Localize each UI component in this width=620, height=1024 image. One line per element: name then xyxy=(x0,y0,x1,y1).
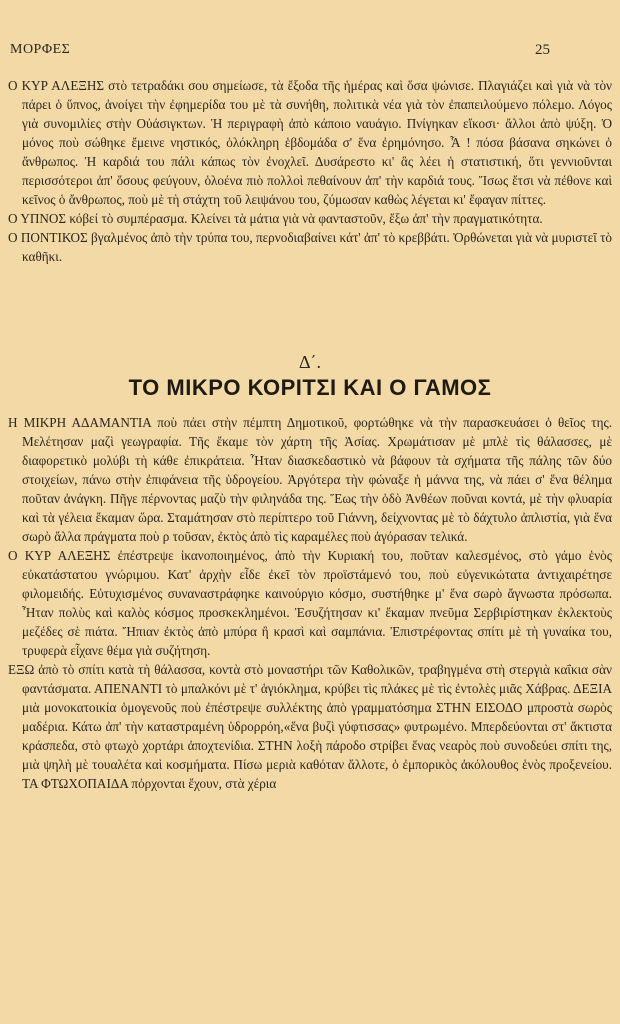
paragraph-pontikos: Ο ΠΟΝΤΙΚΟΣ βγαλμένος ἀπὸ τὴν τρύπα του, περνοδιαβαίνει κάτ' ἀπ' τὸ κρεββάτι. Ὀρθώνεται γιὰ νὰ μυριστεῖ τὸ καθῆκι. xyxy=(8,230,612,264)
paragraph-adamantia: Η ΜΙΚΡΗ ΑΔΑΜΑΝΤΙΑ ποὺ πάει στὴν πέμπτη Δημοτικοῦ, φορτώθηκε νὰ τὴν παρασκευάσει ὁ θεῖος της. Μελέτησαν μαζὶ γεωγραφία. Τῆς ἔκαμε τὸν χάρτη τῆς Ἀσίας. Χρωμάτισαν μὲ μπλὲ τὶς θάλασσες, μὲ διαφορετικὸ μολύβι τὴ κάθε ἐπικράτεια. Ἦταν διασκεδαστικὸ νὰ βάφουν τὰ σχήματα τῆς πάλης τῶν δύο στοιχείων, πάνω στὴν ἐπιφάνεια τῆς ὑδρογείου. Ἀργότερα τὴν φώναξε ἡ μάννα της, νὰ πάει σ' ἕνα θέλημα ποῦταν ἀνάγκη. Πῆγε πέρνοντας μαζὺ τὴν φιληνάδα της. Ἕως τὴν ὁδὸ Ἀνθέων ποῦναι κοντά, μὲ τὴν φλυαρία καὶ τὰ γέλεια ἔκαμαν ὥρα. Σταμάτησαν στὸ περίπτερο τοῦ Γιάννη, δείχνοντας μὲ τὸ δάχτυλο ἀπλιστία, γιὰ ἕνα σωρὸ ἄλλα πράγματα ποὺ ρ τοῦσαν, ἐκτὸς ἀπὸ τὶς καραμέλες ποὺ ἀγόρασαν τελικά. xyxy=(8,415,612,544)
section-title: ΤΟ ΜΙΚΡΟ ΚΟΡΙΤΣΙ ΚΑΙ Ο ΓΑΜΟΣ xyxy=(128,375,492,400)
top-text-block xyxy=(8,76,612,266)
paragraph-kyr-alexis: Ο ΚΥΡ ΑΛΕΞΗΣ στὸ τετραδάκι σου σημείωσε, τὰ ἔξοδα τῆς ἡμέρας καὶ ὅσα ψώνισε. Πλαγιάζει καὶ γιὰ νὰ τὸν πάρει ὁ ὕπνος, ἀνοίγει τὴν ἐφημερίδα του μὲ τὰ συνήθη, πολιτικὰ νέα γιὰ τὸν ἐπαπειλούμενο πόλεμο. Λόγος γιὰ συνομιλίες στὴν Οὐάσιγκτων. Ἡ περιγραφὴ ἀπὸ κάποιο ναυάγιο. Πνίγηκαν εἴκοσι· ἄλλοι ἀπὸ ψύξη. Ὁ μόνος ποὺ σώθηκε ἔμεινε νηστικός, ὁλόκληρη ἑβδομάδα σ' ἕνα ἐρημόνησο. Ἆ ! πόσα βάσανα σηκώνει ὁ ἄνθρωπος. Ἡ καρδιά του πάλι κάπως τὸν ἐνοχλεῖ. Δυσάρεστο κι' ἂς λέει ἡ στατιστική, ὅτι γεννιοῦνται περισσότεροι ἀπ' ὅσους φεύγουν, ὁλοένα πιὸ πολλοὶ πεθαίνουν ἀπ' τὴν καρδιά τους. Ἴσως ἔτσι νὰ πέθονε καὶ κεῖνος ὁ ἄνθρωπος, ποὺ μὲ τὴ στάχτη τοῦ λειψάνου του, ζύμωσαν καθὼς λέγεται κι' ἔφαγαν πίττες. xyxy=(8,78,612,207)
paragraph-ypnos: Ο ΥΠΝΟΣ κόβεί τὸ συμπέρασμα. Κλείνει τὰ μάτια γιὰ νὰ φανταστοῦν, ἔξω ἀπ' τὴν πραγματικότητα. xyxy=(8,211,543,226)
body-text-block xyxy=(8,413,612,793)
page-header xyxy=(10,42,550,64)
running-title: ΜΟΡΦΕΣ xyxy=(10,42,71,57)
page-number: 25 xyxy=(535,42,550,58)
section-number: Δ΄. xyxy=(298,352,322,372)
paragraph-wedding: Ο ΚΥΡ ΑΛΕΞΗΣ ἐπέστρεψε ἱκανοποιημένος, ἀπὸ τὴν Κυριακή του, ποῦταν καλεσμένος, στὸ γάμο ἑνὸς εὐκατάστατου γνώριμου. Κατ' ἀρχὴν εἶδε ἐκεῖ τὸν προϊστάμενό του, ποὺ εὐγενικώτατα ἀντιχαιρέτησε φιλομειδής. Εὐτυχισμένος συναναστράφηκε καινούργιο κόσμο, συστήθηκε μ' ἕνα σωρὸ ἄγνωστα πρόσωπα. Ἦταν πολὺς καὶ καλὸς κόσμος προσκεκλημένοι. Ἐσυζήτησαν κι' ἔκαμαν πνεῦμα Σερβιρίστηκαν ἐκλεκτοὺς μεζέδες σὲ πιάτα. Ἤπιαν ἐκτὸς ἀπὸ μπύρα ἢ κρασὶ καὶ σαμπάνια. Ἐπιστρέφοντας σπίτι μὲ τὴ γυναίκα του, τρυφερὰ εἶχανε θέμα γιὰ συζήτηση. xyxy=(8,548,612,658)
paragraph-outside: ΕΞΩ ἀπὸ τὸ σπίτι κατὰ τὴ θάλασσα, κοντὰ στὸ μοναστήρι τῶν Καθολικῶν, τραβηγμένα στὴ στεργιὰ καΐκια σὰν φαντάσματα. ΑΠΕΝΑΝΤΙ τὸ μπαλκόνι μὲ τ' ἁγιόκλημα, κρύβει τὶς πλάκες μὲ τὶς ἐντολὲς μιᾶς Χάβρας. ΔΕΞΙΑ μιὰ μονοκατοικία ὁμογενοῦς ποὺ ἐπέστρεψε συλλέκτης ἀπὸ γραμματόσημα ΣΤΗΝ ΕΙΣΟΔΟ μπροστὰ σωρὸς μαδέρια. Κάτω ἀπ' τὴν καταστραμένη ὑδρορρόη,«ἕνα βυζὶ γύφτισσας» φυτρωμένο. Μπερδεύονται στ' ἄκτιστα κράσπεδα, στὸ φτωχὸ χορτάρι ἀποχτενίδια. ΣΤΗΝ λοξὴ πάροδο στρίβει ἕνας νεαρὸς ποὺ συνοδεύει σπίτι της, μιὰ ψηλὴ μὲ τουαλέτα καὶ κοσμήματα. Πίσω μεριὰ καθόταν ἄλλοτε, ὁ ἐμπορικὸς ἀκόλουθος ἑνὸς προξενείου. ΤΑ ΦΤΩΧΟΠΑΙΔΑ πὀρχονται ἔχουν, στὰ χέρια xyxy=(8,662,612,791)
